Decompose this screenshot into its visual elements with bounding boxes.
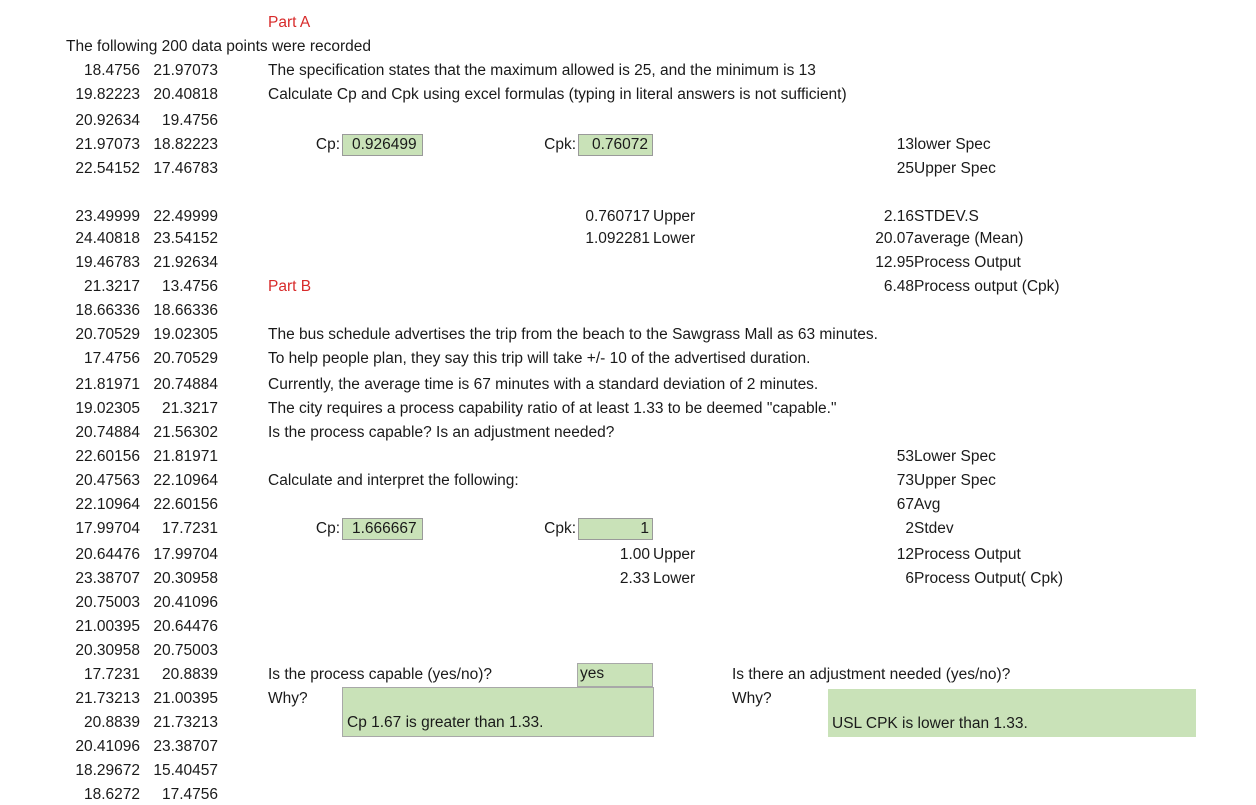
data-cell[interactable]: 17.46783 [153,160,218,177]
part-a-side-row: 2.16STDEV.S [883,208,979,225]
data-cell[interactable]: 18.6272 [83,786,140,803]
part-b-side-row: 2Stdev [905,520,954,537]
part-b-line: The city requires a process capability ratio of at least 1.33 to be deemed "capable." [268,400,837,417]
part-a-cp-label: Cp: [315,136,340,153]
part-b-cp-label: Cp: [315,520,340,537]
data-cell[interactable]: 20.75003 [153,642,218,659]
data-cell[interactable]: 21.81971 [75,376,140,393]
part-b-lower-label: Lower [653,570,696,587]
data-cell[interactable]: 21.97073 [75,136,140,153]
part-b-cpk-label: Cpk: [544,520,576,537]
data-cell[interactable]: 21.81971 [153,448,218,465]
data-cell[interactable]: 21.73213 [153,714,218,731]
capable-reason-text: Cp 1.67 is greater than 1.33. [347,714,544,731]
data-cell[interactable]: 20.47563 [75,472,140,489]
data-cell[interactable]: 19.02305 [153,326,218,343]
data-cell[interactable]: 19.02305 [75,400,140,417]
data-cell[interactable]: 18.29672 [75,762,140,779]
data-cell[interactable]: 20.74884 [75,424,140,441]
part-a-cpk-label: Cpk: [544,136,576,153]
data-cell[interactable]: 21.3217 [83,278,140,295]
data-cell[interactable]: 19.82223 [75,86,140,103]
part-b-side-row: 53Lower Spec [896,448,996,465]
data-cell[interactable]: 19.46783 [75,254,140,271]
data-header: The following 200 data points were recorded [66,38,372,55]
part-b-side-row: 73Upper Spec [896,472,996,489]
data-cell[interactable]: 22.49999 [153,208,218,225]
part-b-side-row: 67Avg [896,496,941,513]
capable-answer-cell[interactable]: yes [577,663,653,687]
adjust-reason-cell[interactable] [828,689,1196,737]
data-cell[interactable]: 22.60156 [75,448,140,465]
part-b-side-row: 12Process Output [896,546,1021,563]
part-b-upper-value: 1.00 [619,546,650,563]
part-b-cpk-cell[interactable]: 1 [578,518,653,540]
adjust-why-label: Why? [732,690,772,707]
data-cell[interactable]: 20.41096 [153,594,218,611]
data-cell[interactable]: 20.30958 [75,642,140,659]
part-a-side-row: 6.48Process output (Cpk) [883,278,1060,295]
data-cell[interactable]: 21.00395 [75,618,140,635]
data-cell[interactable]: 20.75003 [75,594,140,611]
part-b-upper-label: Upper [653,546,696,563]
part-a-side-row: 20.07average (Mean) [875,230,1024,247]
data-cell[interactable]: 20.64476 [153,618,218,635]
data-cell[interactable]: 20.30958 [153,570,218,587]
data-cell[interactable]: 20.70529 [153,350,218,367]
data-cell[interactable]: 20.8839 [161,666,218,683]
data-cell[interactable]: 22.60156 [153,496,218,513]
part-b-line: Is the process capable? Is an adjustment needed? [268,424,615,441]
data-cell[interactable]: 21.00395 [153,690,218,707]
data-cell[interactable]: 23.49999 [75,208,140,225]
part-b-line: Currently, the average time is 67 minutes with a standard deviation of 2 minutes. [268,376,819,393]
part-a-cpk-cell[interactable]: 0.76072 [578,134,653,156]
data-cell[interactable]: 23.38707 [153,738,218,755]
part-b-line: The bus schedule advertises the trip from the beach to the Sawgrass Mall as 63 minutes. [268,326,878,343]
data-cell[interactable]: 17.99704 [75,520,140,537]
data-cell[interactable]: 22.54152 [75,160,140,177]
part-a-spec-text: The specification states that the maximum allowed is 25, and the minimum is 13 [268,62,816,79]
data-cell[interactable]: 23.38707 [75,570,140,587]
data-cell[interactable]: 24.40818 [75,230,140,247]
part-a-upper-label: Upper [653,208,696,225]
part-b-cp-cell[interactable]: 1.666667 [342,518,423,540]
data-cell[interactable]: 18.82223 [153,136,218,153]
data-cell[interactable]: 17.4756 [161,786,218,803]
data-cell[interactable]: 19.4756 [161,112,218,129]
part-b-title: Part B [268,278,312,295]
part-a-lower-value: 1.092281 [585,230,650,247]
data-cell[interactable]: 17.7231 [161,520,218,537]
part-a-instruction: Calculate Cp and Cpk using excel formulas (typing in literal answers is not sufficient) [268,86,847,103]
data-cell[interactable]: 13.4756 [161,278,218,295]
adjust-reason-text: USL CPK is lower than 1.33. [832,715,1028,732]
data-cell[interactable]: 15.40457 [153,762,218,779]
data-cell[interactable]: 17.99704 [153,546,218,563]
part-b-line: To help people plan, they say this trip will take +/- 10 of the advertised duration. [268,350,811,367]
capable-why-label: Why? [268,690,308,707]
part-a-side-row: 12.95Process Output [875,254,1021,271]
part-a-upper-value: 0.760717 [585,208,650,225]
adjust-question: Is there an adjustment needed (yes/no)? [732,666,1011,683]
data-cell[interactable]: 21.97073 [153,62,218,79]
part-a-side-row: 13lower Spec [896,136,991,153]
data-cell[interactable]: 21.56302 [153,424,218,441]
data-cell[interactable]: 20.74884 [153,376,218,393]
part-a-side-row: 25Upper Spec [896,160,996,177]
data-cell[interactable]: 18.66336 [153,302,218,319]
part-a-lower-label: Lower [653,230,696,247]
data-cell[interactable]: 21.73213 [75,690,140,707]
part-b-lower-value: 2.33 [619,570,650,587]
data-cell[interactable]: 17.7231 [83,666,140,683]
capable-question: Is the process capable (yes/no)? [268,666,493,683]
data-cell[interactable]: 18.4756 [83,62,140,79]
data-cell[interactable]: 22.10964 [153,472,218,489]
data-cell[interactable]: 20.64476 [75,546,140,563]
data-cell[interactable]: 20.40818 [153,86,218,103]
part-b-side-row: 6Process Output( Cpk) [905,570,1064,587]
data-cell[interactable]: 21.92634 [153,254,218,271]
data-cell[interactable]: 18.66336 [75,302,140,319]
data-cell[interactable]: 22.10964 [75,496,140,513]
data-cell[interactable]: 20.92634 [75,112,140,129]
data-cell[interactable]: 21.3217 [161,400,218,417]
part-b-calc-text: Calculate and interpret the following: [268,472,519,489]
data-cell[interactable]: 23.54152 [153,230,218,247]
part-a-cp-cell[interactable]: 0.926499 [342,134,423,156]
data-cell[interactable]: 20.41096 [75,738,140,755]
data-cell[interactable]: 20.70529 [75,326,140,343]
data-cell[interactable]: 17.4756 [83,350,140,367]
part-a-title: Part A [268,14,311,31]
capable-reason-cell[interactable] [342,687,654,737]
data-cell[interactable]: 20.8839 [83,714,140,731]
